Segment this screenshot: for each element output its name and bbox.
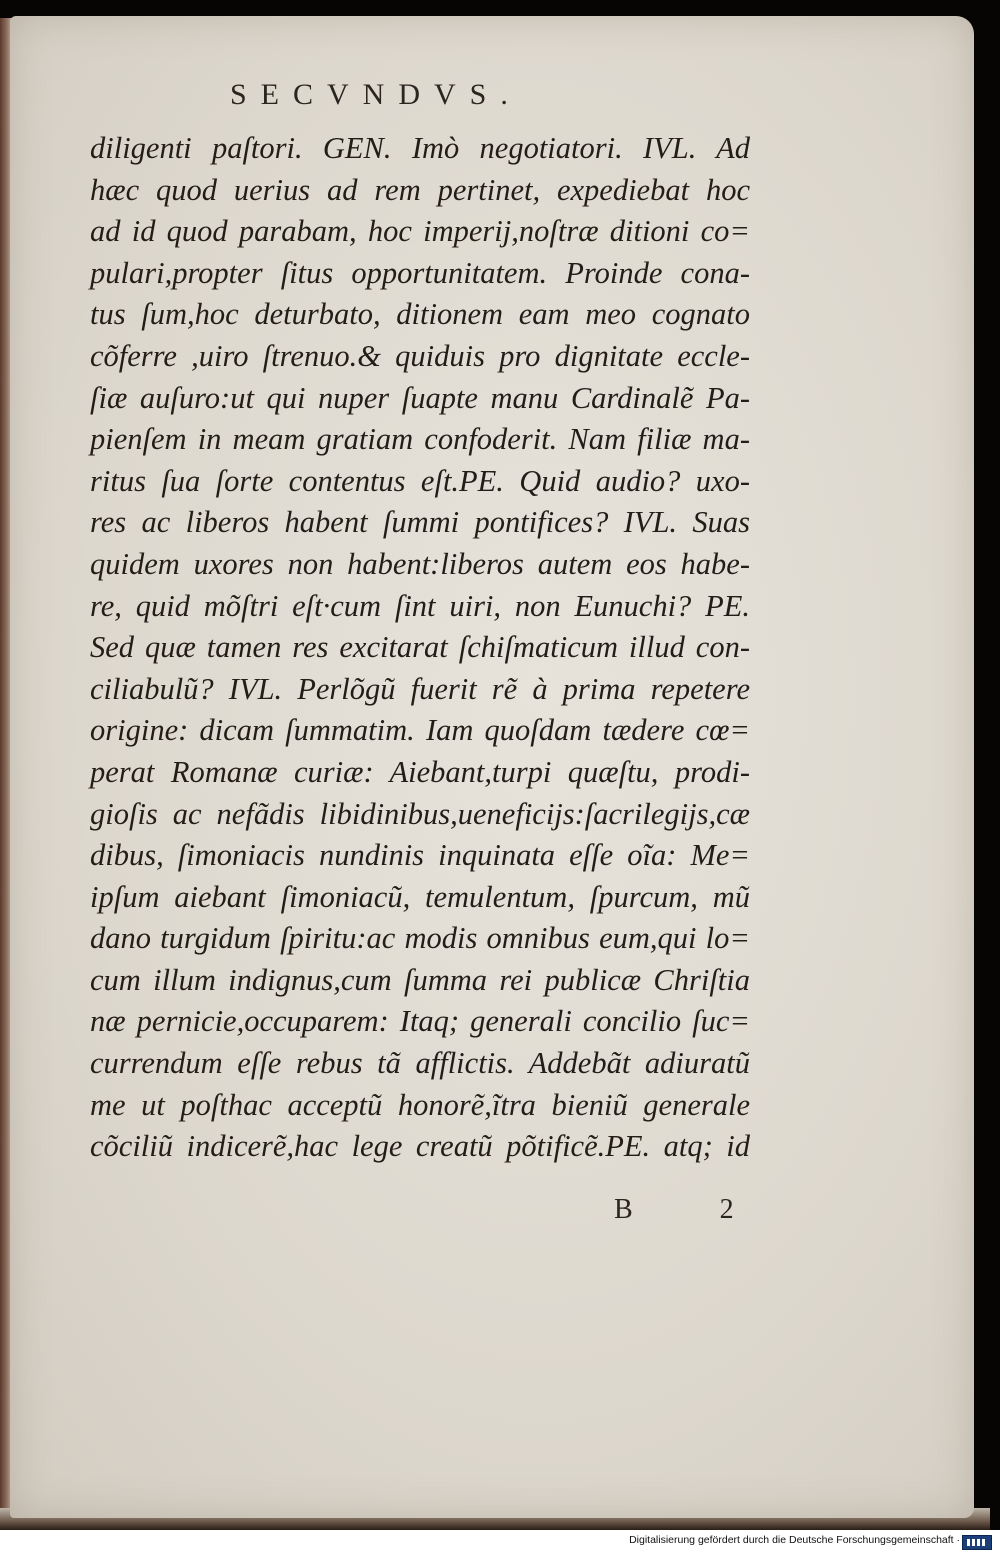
text-line: ſiæ auſuro:ut qui nuper ſuapte manu Cardinalẽ Pa- bbox=[90, 380, 750, 415]
text-line: pulari,propter ſitus opportunitatem. Proinde cona- bbox=[90, 255, 750, 290]
text-line: ciliabulũ? IVL. Perlõgũ fuerit rẽ à prima repetere bbox=[90, 671, 750, 706]
text-line: perat Romanæ curiæ: Aiebant,turpi quæſtu, prodi- bbox=[90, 754, 750, 789]
text-line: cum illum indignus,cum ſumma rei publicæ Chriſtia bbox=[90, 962, 750, 997]
signature-mark: B 2 bbox=[614, 1194, 774, 1225]
text-line: origine: dicam ſummatim. Iam quoſdam tædere cœ= bbox=[90, 713, 750, 748]
text-line: diligenti paſtori. GEN. Imò negotiatori. IVL. Ad bbox=[90, 131, 750, 165]
text-line: dibus, ſimoniacis nundinis inquinata eſſe oĩa: Me= bbox=[90, 838, 750, 873]
text-line: hæc quod uerius ad rem pertinet, expediebat hoc bbox=[90, 172, 750, 207]
text-line: ad id quod parabam, hoc imperij,noſtræ ditioni co= bbox=[90, 214, 750, 249]
text-line: ritus ſua ſorte contentus eſt.PE. Quid audio? uxo- bbox=[90, 463, 750, 498]
text-line: Sed quæ tamen res excitarat ſchiſmaticum illud con- bbox=[90, 630, 750, 665]
text-line: gioſis ac nefãdis libidinibus,ueneficijs:ſacrilegijs,cæ bbox=[90, 796, 750, 831]
text-line: res ac liberos habent ſummi pontifices? IVL. Suas bbox=[90, 505, 750, 540]
funding-credit: Digitalisierung gefördert durch die Deutsche Forschungsgemeinschaft · bbox=[629, 1534, 960, 1546]
text-line: næ pernicie,occuparem: Itaq; generali concilio ſuc= bbox=[90, 1004, 750, 1039]
text-line: currendum eſſe rebus tã afflictis. Addebãt adiuratũ bbox=[90, 1046, 750, 1081]
text-line: ipſum aiebant ſimoniacũ, temulentum, ſpurcum, mũ bbox=[90, 879, 750, 914]
running-head: SECVNDVS. bbox=[230, 78, 522, 111]
dfg-logo bbox=[962, 1535, 992, 1550]
text-line: dano turgidum ſpiritu:ac modis omnibus eum,qui lo= bbox=[90, 921, 750, 956]
text-line: me ut poſthac acceptũ honorẽ,ĩtra bieniũ generale bbox=[90, 1087, 750, 1122]
text-line: tus ſum,hoc deturbato, ditionem eam meo cognato bbox=[90, 297, 750, 332]
text-line: re, quid mõſtri eſt·cum ſint uiri, non Eunuchi? PE. bbox=[90, 588, 750, 623]
text-line: pienſem in meam gratiam confoderit. Nam filiæ ma- bbox=[90, 422, 750, 457]
text-line: cõferre ,uiro ſtrenuo.& quiduis pro dignitate eccle- bbox=[90, 338, 750, 373]
text-line: cõciliũ indicerẽ,hac lege creatũ põtificẽ.PE. atq; id bbox=[90, 1129, 750, 1164]
body-text bbox=[90, 128, 750, 1168]
text-line: quidem uxores non habent:liberos autem eos habe- bbox=[90, 546, 750, 581]
